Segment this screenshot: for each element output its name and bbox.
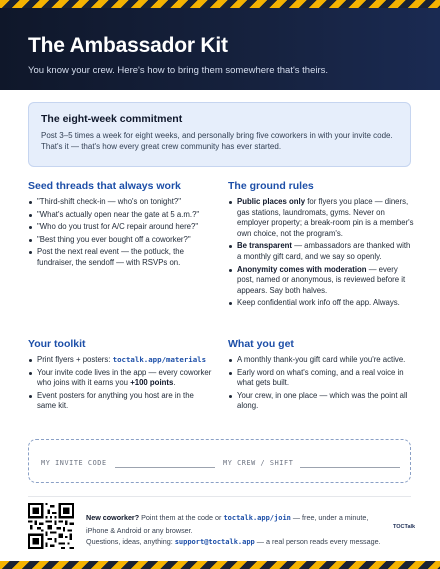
list-item: Event posters for anything you host are in the same kit. bbox=[28, 391, 213, 412]
qr-code-icon bbox=[28, 503, 74, 549]
footer-line-2 bbox=[86, 536, 386, 549]
crew-shift-label: MY CREW / SHIFT bbox=[223, 459, 294, 467]
footer-line-1 bbox=[86, 512, 386, 536]
list-item bbox=[228, 265, 414, 297]
materials-link[interactable]: toctalk.app/materials bbox=[112, 355, 207, 364]
rule-text: Keep confidential work info off the app. Always. bbox=[237, 298, 400, 308]
list-item bbox=[28, 355, 213, 366]
seed-threads-title: Seed threads that always work bbox=[28, 180, 181, 192]
support-email-link[interactable]: support@toctalk.app bbox=[174, 538, 255, 546]
invite-code-field[interactable] bbox=[115, 467, 215, 468]
what-you-get-title: What you get bbox=[228, 338, 294, 350]
rule-strong: Be transparent bbox=[237, 241, 293, 251]
footer-text-part: — free, under a minute, iPhone & Android or any browser. bbox=[86, 513, 369, 535]
commitment-title: The eight-week commitment bbox=[41, 113, 183, 125]
brand-logo: TOCTalk bbox=[393, 524, 416, 530]
commitment-body: Post 3–5 times a week for eight weeks, and personally bring five coworkers in with your invite code. That's it — that's how every great crew community has ever started. bbox=[41, 131, 393, 151]
rule-text: — ambassadors are thanked with a monthly gift card, and we say so openly. bbox=[237, 241, 411, 261]
list-item bbox=[228, 298, 414, 309]
page-title: The Ambassador Kit bbox=[28, 34, 228, 57]
toolkit-list bbox=[28, 355, 213, 414]
crew-shift-field[interactable] bbox=[300, 467, 400, 468]
footer-text-part: Questions, ideas, anything: bbox=[86, 537, 175, 546]
list-item bbox=[28, 368, 213, 389]
header-banner bbox=[0, 8, 440, 90]
rule-text: — every post, named or anonymous, is reviewed before it appears. Say both halves. bbox=[237, 264, 406, 295]
footer-text-part: — a real person reads every message. bbox=[254, 537, 381, 546]
list-item: Early word on what's coming, and a real voice in what gets built. bbox=[228, 368, 414, 389]
list-item: Post the next real event — the potluck, the fundraiser, the sendoff — with RSVPs on. bbox=[28, 247, 218, 268]
toolkit-title: Your toolkit bbox=[28, 338, 86, 350]
toolkit-text: Print flyers + posters: bbox=[37, 355, 113, 364]
list-item bbox=[228, 241, 414, 262]
footer-strong: New coworker? bbox=[86, 513, 140, 522]
list-item: Your crew, in one place — which was the point all along. bbox=[228, 391, 414, 412]
invite-code-label: MY INVITE CODE bbox=[41, 459, 107, 467]
list-item: "What's actually open near the gate at 5 a.m.?" bbox=[28, 210, 218, 221]
rule-strong: Anonymity comes with moderation bbox=[237, 264, 367, 274]
ground-rules-list bbox=[228, 197, 414, 311]
rule-text: for flyers you place — diners, gas stations, laundromats, gyms. Never on employer property; a break-room pin is a member's own choice, not the program's. bbox=[237, 197, 414, 238]
footer-text-part: Point them at the code or bbox=[139, 513, 224, 522]
seed-threads-list bbox=[28, 197, 218, 271]
caution-stripe-bottom bbox=[0, 561, 440, 569]
caution-stripe-top bbox=[0, 0, 440, 8]
list-item: A monthly thank-you gift card while you're active. bbox=[228, 355, 414, 366]
ground-rules-title: The ground rules bbox=[228, 180, 314, 192]
invite-code-form bbox=[28, 439, 411, 483]
list-item: "Third-shift check-in — who's on tonight?" bbox=[28, 197, 218, 208]
list-item: "Who do you trust for A/C repair around here?" bbox=[28, 222, 218, 233]
commitment-callout bbox=[28, 102, 411, 167]
list-item: "Best thing you ever bought off a coworker?" bbox=[28, 235, 218, 246]
footer-text bbox=[86, 512, 386, 549]
list-item bbox=[228, 197, 414, 239]
points-strong: +100 points bbox=[130, 378, 174, 388]
what-you-get-list bbox=[228, 355, 414, 414]
page-subtitle: You know your crew. Here's how to bring them somewhere that's theirs. bbox=[28, 65, 329, 76]
toolkit-text: Your invite code lives in the app — every coworker who joins with it earns you bbox=[37, 367, 212, 388]
rule-strong: Public places only bbox=[237, 197, 306, 206]
join-link[interactable]: toctalk.app/join bbox=[223, 514, 291, 522]
toolkit-text: . bbox=[173, 378, 176, 388]
footer-divider bbox=[28, 496, 411, 497]
